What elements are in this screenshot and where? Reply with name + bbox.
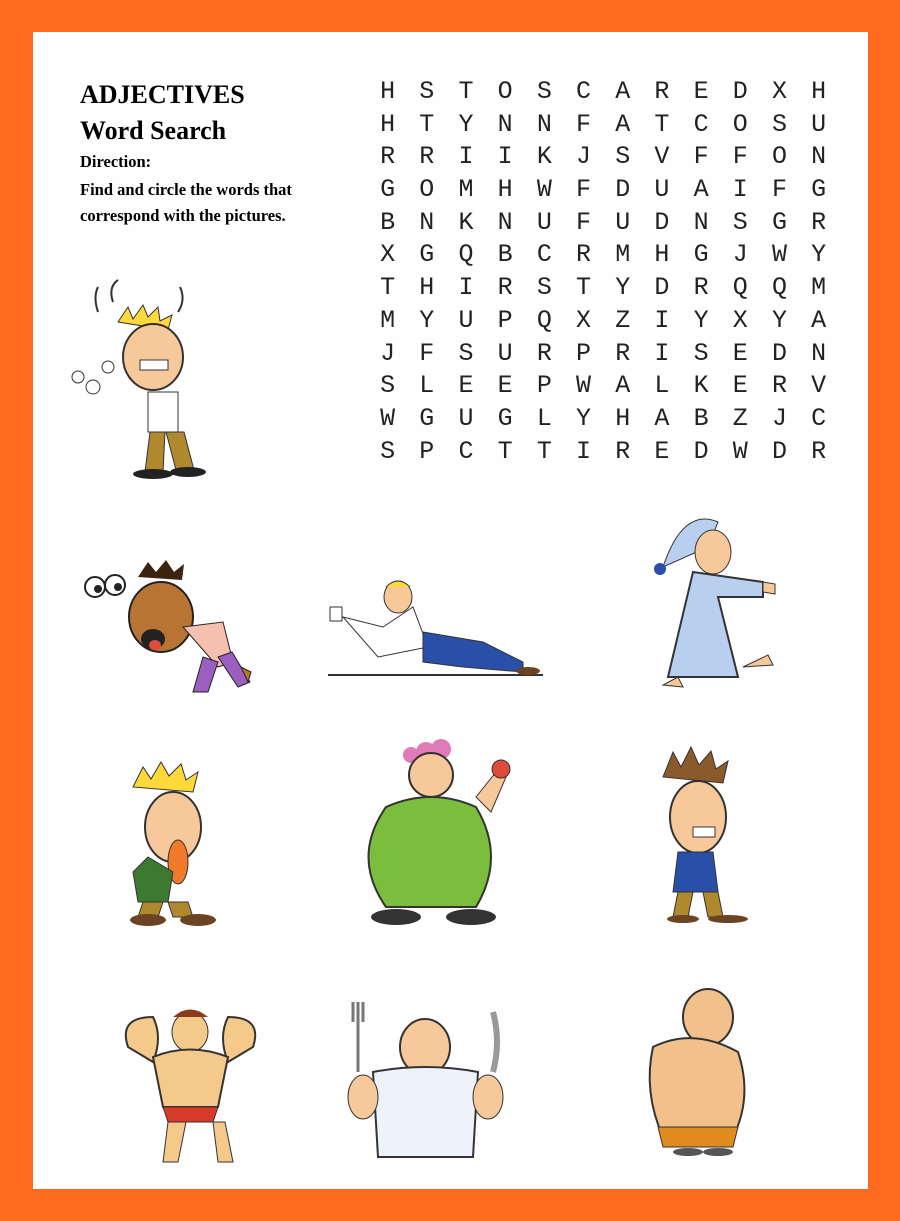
grid-letter[interactable]: Q xyxy=(536,305,552,335)
grid-letter[interactable]: I xyxy=(654,338,670,368)
grid-row xyxy=(368,273,838,306)
grid-letter[interactable]: I xyxy=(576,436,592,466)
grid-letter[interactable]: X xyxy=(576,305,592,335)
grid-letter[interactable]: M xyxy=(458,175,474,205)
tongue-out-man-illustration xyxy=(128,762,228,927)
grid-letter[interactable]: D xyxy=(615,175,631,205)
grid-letter[interactable]: R xyxy=(615,338,631,368)
direction-label: Direction: xyxy=(80,152,152,171)
grid-letter[interactable]: F xyxy=(576,207,592,237)
grid-row xyxy=(368,77,838,110)
grid-letter[interactable]: E xyxy=(693,77,709,106)
grid-letter[interactable]: E xyxy=(458,371,474,401)
grid-letter[interactable]: N xyxy=(536,109,552,139)
grid-letter[interactable]: T xyxy=(576,273,592,303)
grid-letter[interactable]: H xyxy=(615,403,631,433)
grid-letter[interactable]: N xyxy=(497,109,513,139)
bald-chubby-man-illustration xyxy=(638,987,753,1157)
grid-row xyxy=(368,142,838,175)
grid-letter[interactable]: T xyxy=(380,273,396,303)
angry-man-illustration xyxy=(68,282,198,482)
grid-letter[interactable]: K xyxy=(536,142,552,172)
grid-letter[interactable]: R xyxy=(811,207,827,237)
grid-letter[interactable]: J xyxy=(380,338,396,368)
grid-letter[interactable]: P xyxy=(497,305,513,335)
grid-letter[interactable]: S xyxy=(458,338,474,368)
thirsty-man-illustration xyxy=(328,577,543,677)
grid-letter[interactable]: F xyxy=(732,142,748,172)
grid-letter[interactable]: Y xyxy=(458,109,474,139)
grid-letter[interactable]: T xyxy=(497,436,513,466)
grid-letter[interactable]: M xyxy=(380,305,396,335)
grid-letter[interactable]: T xyxy=(419,109,435,139)
grid-letter[interactable]: A xyxy=(654,403,670,433)
grid-letter[interactable]: N xyxy=(693,207,709,237)
grid-letter[interactable]: T xyxy=(536,436,552,466)
grid-letter[interactable]: L xyxy=(654,371,670,401)
grid-letter[interactable]: Z xyxy=(615,305,631,335)
grid-letter[interactable]: O xyxy=(771,142,787,172)
grid-letter[interactable]: S xyxy=(693,338,709,368)
grid-letter[interactable]: P xyxy=(576,338,592,368)
grid-letter[interactable]: E xyxy=(732,338,748,368)
grid-letter[interactable]: I xyxy=(458,142,474,172)
grid-letter[interactable]: D xyxy=(771,338,787,368)
grid-letter[interactable]: L xyxy=(419,371,435,401)
grid-letter[interactable]: F xyxy=(576,109,592,139)
grid-row xyxy=(368,175,838,208)
grid-letter[interactable]: R xyxy=(615,436,631,466)
grid-letter[interactable]: I xyxy=(654,305,670,335)
grid-letter[interactable]: B xyxy=(693,403,709,433)
grid-letter[interactable]: X xyxy=(380,240,396,270)
grid-letter[interactable]: S xyxy=(536,77,552,106)
grid-letter[interactable]: J xyxy=(576,142,592,172)
grid-letter[interactable]: C xyxy=(576,77,592,106)
grid-letter[interactable]: R xyxy=(693,273,709,303)
grid-letter[interactable]: U xyxy=(615,207,631,237)
sleepwalker-illustration xyxy=(648,507,778,687)
grid-row xyxy=(368,110,838,143)
grid-letter[interactable]: X xyxy=(732,305,748,335)
instructions-text: Find and circle the words that correspond with the pictures. xyxy=(80,180,292,225)
grid-letter[interactable]: C xyxy=(458,436,474,466)
grid-letter[interactable]: Y xyxy=(771,305,787,335)
grid-letter[interactable]: W xyxy=(771,240,787,270)
grid-letter[interactable]: F xyxy=(693,142,709,172)
grid-letter[interactable]: R xyxy=(654,77,670,106)
grid-letter[interactable]: W xyxy=(536,175,552,205)
title-line-1: ADJECTIVES xyxy=(80,80,245,109)
grid-letter[interactable]: I xyxy=(732,175,748,205)
grid-letter[interactable]: M xyxy=(615,240,631,270)
grid-letter[interactable]: O xyxy=(419,175,435,205)
grid-letter[interactable]: T xyxy=(458,77,474,106)
grid-letter[interactable]: H xyxy=(380,109,396,139)
fat-woman-illustration xyxy=(351,737,511,927)
grid-letter[interactable]: A xyxy=(693,175,709,205)
grid-letter[interactable]: E xyxy=(732,371,748,401)
grid-letter[interactable]: S xyxy=(771,109,787,139)
grid-letter[interactable]: H xyxy=(654,240,670,270)
grid-letter[interactable]: R xyxy=(771,371,787,401)
grid-letter[interactable]: C xyxy=(811,403,827,433)
scared-man-illustration xyxy=(653,747,763,922)
grid-letter[interactable]: Z xyxy=(732,403,748,433)
grid-letter[interactable]: G xyxy=(419,403,435,433)
grid-letter[interactable]: G xyxy=(693,240,709,270)
title-line-2: Word Search xyxy=(80,116,227,145)
grid-letter[interactable]: V xyxy=(811,371,827,401)
grid-letter[interactable]: H xyxy=(380,77,396,106)
grid-letter[interactable]: D xyxy=(654,273,670,303)
grid-letter[interactable]: P xyxy=(419,436,435,466)
grid-letter[interactable]: K xyxy=(693,371,709,401)
grid-letter[interactable]: U xyxy=(811,109,827,139)
grid-letter[interactable]: S xyxy=(732,207,748,237)
grid-letter[interactable]: D xyxy=(771,436,787,466)
grid-row xyxy=(368,339,838,372)
grid-row xyxy=(368,306,838,339)
grid-letter[interactable]: A xyxy=(811,305,827,335)
grid-letter[interactable]: Y xyxy=(693,305,709,335)
grid-letter[interactable]: R xyxy=(380,142,396,172)
grid-row xyxy=(368,437,838,470)
grid-letter[interactable]: Y xyxy=(576,403,592,433)
grid-letter[interactable]: K xyxy=(458,207,474,237)
grid-letter[interactable]: Y xyxy=(615,273,631,303)
grid-letter[interactable]: C xyxy=(536,240,552,270)
grid-letter[interactable]: S xyxy=(536,273,552,303)
grid-letter[interactable]: O xyxy=(497,77,513,106)
grid-letter[interactable]: G xyxy=(380,175,396,205)
surprised-man-illustration xyxy=(83,557,253,697)
grid-row xyxy=(368,240,838,273)
grid-letter[interactable]: I xyxy=(497,142,513,172)
grid-letter[interactable]: T xyxy=(654,109,670,139)
grid-letter[interactable]: M xyxy=(811,273,827,303)
grid-letter[interactable]: V xyxy=(654,142,670,172)
grid-letter[interactable]: E xyxy=(654,436,670,466)
grid-letter[interactable]: S xyxy=(380,371,396,401)
grid-letter[interactable]: Q xyxy=(732,273,748,303)
grid-letter[interactable]: N xyxy=(419,207,435,237)
grid-letter[interactable]: A xyxy=(615,371,631,401)
grid-letter[interactable]: F xyxy=(419,338,435,368)
grid-letter[interactable]: H xyxy=(419,273,435,303)
grid-letter[interactable]: U xyxy=(536,207,552,237)
grid-row xyxy=(368,371,838,404)
word-search-grid[interactable] xyxy=(368,77,838,469)
grid-letter[interactable]: R xyxy=(576,240,592,270)
grid-letter[interactable]: S xyxy=(615,142,631,172)
grid-letter[interactable]: S xyxy=(380,436,396,466)
grid-letter[interactable]: L xyxy=(536,403,552,433)
grid-letter[interactable]: J xyxy=(732,240,748,270)
grid-letter[interactable]: W xyxy=(576,371,592,401)
grid-letter[interactable]: B xyxy=(380,207,396,237)
grid-letter[interactable]: Q xyxy=(771,273,787,303)
grid-letter[interactable]: C xyxy=(693,109,709,139)
grid-letter[interactable]: D xyxy=(732,77,748,106)
grid-letter[interactable]: E xyxy=(497,371,513,401)
grid-letter[interactable]: Y xyxy=(811,240,827,270)
grid-letter[interactable]: Y xyxy=(419,305,435,335)
grid-letter[interactable]: R xyxy=(419,142,435,172)
grid-letter[interactable]: X xyxy=(771,77,787,106)
grid-letter[interactable]: H xyxy=(811,77,827,106)
grid-letter[interactable]: F xyxy=(771,175,787,205)
grid-row xyxy=(368,208,838,241)
grid-letter[interactable]: G xyxy=(771,207,787,237)
grid-letter[interactable]: Q xyxy=(458,240,474,270)
grid-letter[interactable]: D xyxy=(693,436,709,466)
grid-letter[interactable]: N xyxy=(811,338,827,368)
grid-letter[interactable]: O xyxy=(732,109,748,139)
grid-letter[interactable]: A xyxy=(615,109,631,139)
grid-letter[interactable]: U xyxy=(458,403,474,433)
grid-letter[interactable]: G xyxy=(419,240,435,270)
hungry-man-illustration xyxy=(338,1002,513,1162)
grid-letter[interactable]: G xyxy=(811,175,827,205)
strong-man-illustration xyxy=(118,1007,263,1167)
grid-letter[interactable]: U xyxy=(497,338,513,368)
grid-letter[interactable]: H xyxy=(497,175,513,205)
grid-letter[interactable]: I xyxy=(458,273,474,303)
grid-letter[interactable]: S xyxy=(419,77,435,106)
grid-letter[interactable]: B xyxy=(497,240,513,270)
grid-letter[interactable]: U xyxy=(458,305,474,335)
grid-row xyxy=(368,404,838,437)
grid-letter[interactable]: R xyxy=(536,338,552,368)
grid-letter[interactable]: A xyxy=(615,77,631,106)
grid-letter[interactable]: D xyxy=(654,207,670,237)
grid-letter[interactable]: N xyxy=(811,142,827,172)
grid-letter[interactable]: U xyxy=(654,175,670,205)
grid-letter[interactable]: R xyxy=(811,436,827,466)
grid-letter[interactable]: W xyxy=(732,436,748,466)
grid-letter[interactable]: J xyxy=(771,403,787,433)
worksheet xyxy=(33,32,868,1189)
grid-letter[interactable]: P xyxy=(536,371,552,401)
grid-letter[interactable]: N xyxy=(497,207,513,237)
grid-letter[interactable]: G xyxy=(497,403,513,433)
grid-letter[interactable]: W xyxy=(380,403,396,433)
grid-letter[interactable]: F xyxy=(576,175,592,205)
grid-letter[interactable]: R xyxy=(497,273,513,303)
